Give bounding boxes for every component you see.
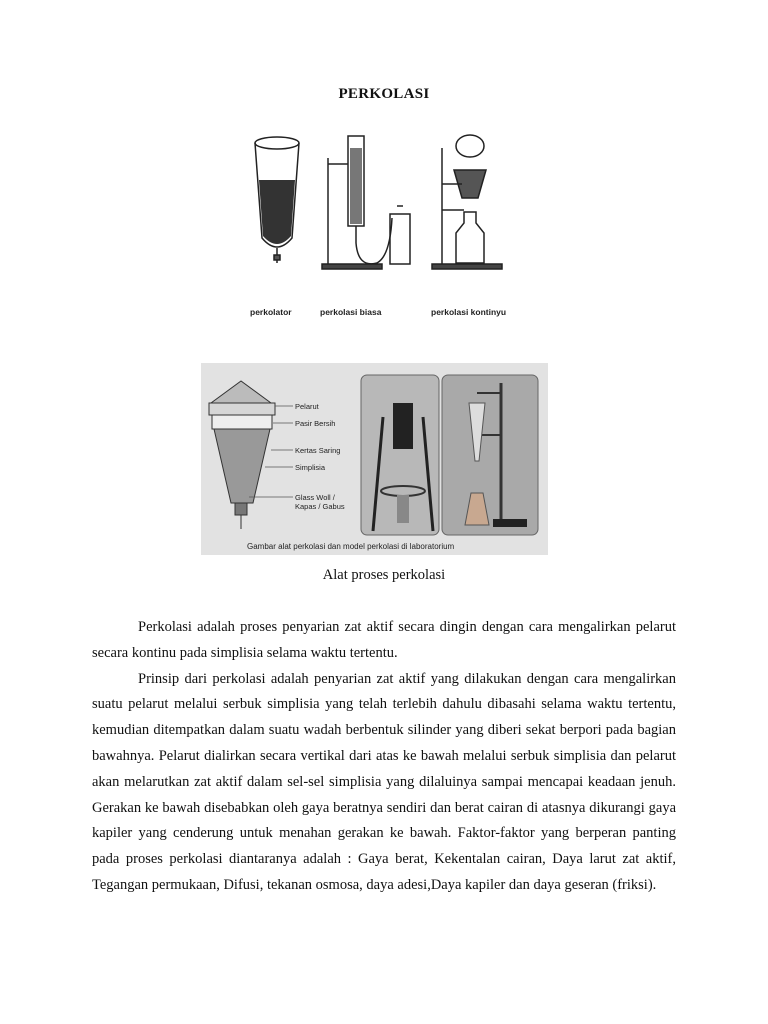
label-pasir-bersih: Pasir Bersih <box>295 419 336 428</box>
percolator-drawing <box>255 137 299 263</box>
continuous-percolation-drawing <box>432 135 502 269</box>
label-simplisia: Simplisia <box>295 463 326 472</box>
figure-inner-caption: Gambar alat perkolasi dan model perkolasi di laboratorium <box>247 542 455 551</box>
figure-percolation-apparatus <box>232 128 522 323</box>
figure-lab-percolation-models <box>201 363 548 555</box>
label-kertas-saring: Kertas Saring <box>295 446 341 455</box>
page-title: PERKOLASI <box>338 86 430 102</box>
figure-caption: Alat proses perkolasi <box>322 567 446 583</box>
label-perkolator: perkolator <box>250 307 292 317</box>
body-text <box>92 615 676 899</box>
paragraph-definition: Perkolasi adalah proses penyarian zat aktif secara dingin dengan cara mengalirkan pelarut secara kontinu pada simplisia selama waktu tertentu. <box>92 619 676 661</box>
label-perkolasi-kontinyu: perkolasi kontinyu <box>431 307 507 317</box>
label-kapas-gabus: Kapas / Gabus <box>295 502 345 511</box>
label-pelarut: Pelarut <box>295 402 319 411</box>
lab-photo-percolator-tripod <box>361 375 439 535</box>
simple-percolation-drawing <box>322 136 410 269</box>
label-glass-woll: Glass Woll / <box>295 493 335 502</box>
paragraph-principle: Prinsip dari perkolasi adalah penyarian zat aktif yang dilakukan dengan cara mengalirkan suatu pelarut melalui serbuk simplisia yang telah terlebih dahulu dibasahi selama waktu tertentu, kemudian ditempatkan dalam suatu wadah berbentuk silinder yang diberi sekat berpori pada bagian bawahnya. Pelarut dialirkan secara vertikal dari atas ke bawah melalui serbuk simplisia dan pelarut akan melarutkan zat aktif dalam sel-sel simplisia yang dilaluinya sampai mencapai keadaan jenuh. Gerakan ke bawah disebabkan oleh gaya beratnya sendiri dan berat cairan di atasnya dikurangi gaya kapiler yang cenderung untuk menahan gerakan ke bawah. Faktor-faktor yang berperan panting pada proses perkolasi diantaranya adalah : Gaya berat, Kekentalan cairan, Daya larut zat aktif, Tegangan permukaan, Difusi, tekanan osmosa, daya adesi,Daya kapiler dan daya geseran (friksi). <box>92 670 676 893</box>
label-perkolasi-biasa: perkolasi biasa <box>320 307 382 317</box>
lab-photo-percolation-stand <box>442 375 538 535</box>
